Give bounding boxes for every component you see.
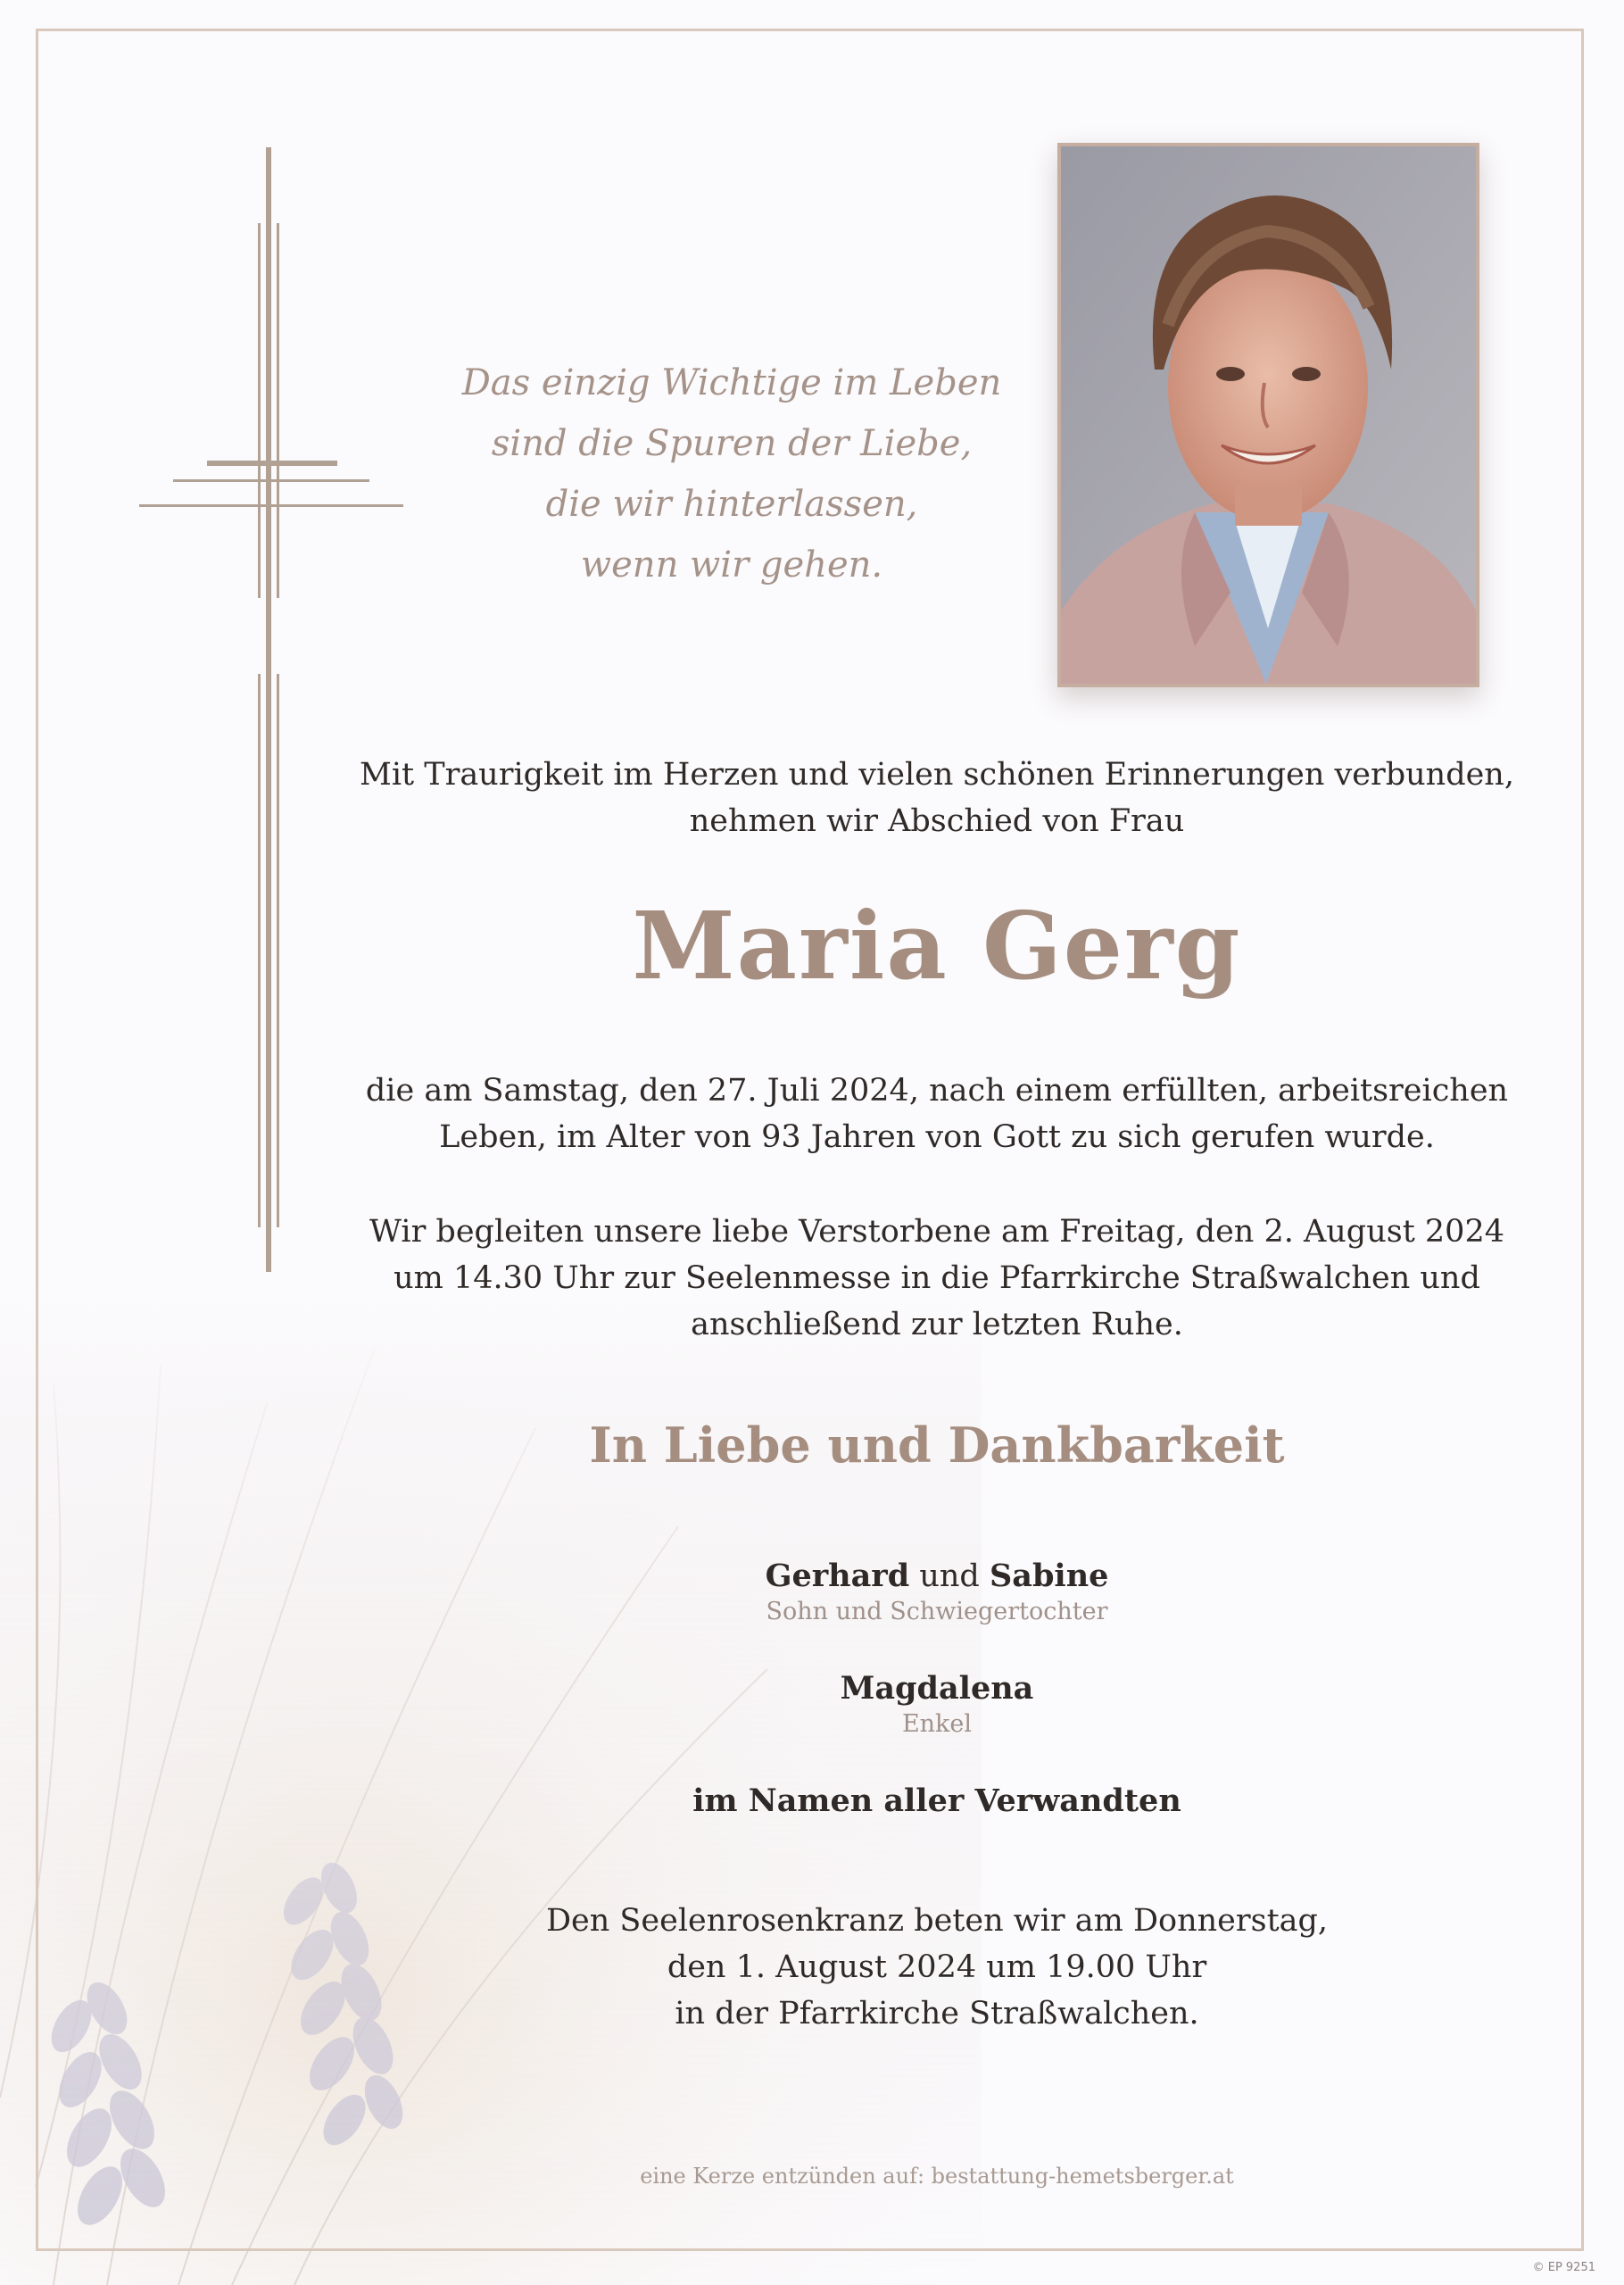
intro-line: Mit Traurigkeit im Herzen und vielen schönen Erinnerungen verbunden,: [360, 757, 1514, 793]
intro-line: nehmen wir Abschied von Frau: [689, 803, 1185, 839]
funeral-line: um 14.30 Uhr zur Seelenmesse in die Pfarrkirche Straßwalchen und: [394, 1260, 1480, 1296]
quote-line: wenn wir gehen.: [580, 544, 883, 586]
rosary-line: Den Seelenrosenkranz beten wir am Donnerstag,: [545, 1903, 1329, 1939]
rosary-line: in der Pfarrkirche Straßwalchen.: [675, 1996, 1199, 2032]
funeral-line: anschließend zur letzten Ruhe.: [691, 1307, 1183, 1342]
funeral-line: Wir begleiten unsere liebe Verstorbene am Freitag, den 2. August 2024: [369, 1214, 1504, 1250]
portrait-photo: [1057, 143, 1479, 687]
quote-line: die wir hinterlassen,: [545, 484, 918, 525]
thanks-heading: In Liebe und Dankbarkeit: [589, 1417, 1285, 1474]
quote-line: Das einzig Wichtige im Leben: [461, 362, 1002, 403]
product-code: © EP 9251: [1532, 2261, 1595, 2274]
death-notice-line: die am Samstag, den 27. Juli 2024, nach einem erfüllten, arbeitsreichen: [365, 1073, 1509, 1109]
rosary-line: den 1. August 2024 um 19.00 Uhr: [667, 1949, 1207, 1985]
relatives-line: im Namen aller Verwandten: [692, 1782, 1181, 1819]
mourner-name: Sabine: [989, 1558, 1109, 1594]
death-notice: [339, 1068, 1535, 1160]
deceased-name: Maria Gerg: [632, 891, 1242, 1001]
candle-link[interactable]: eine Kerze entzünden auf: bestattung-hemetsberger.at: [640, 2164, 1234, 2189]
death-notice-line: Leben, im Alter von 93 Jahren von Gott zu sich gerufen wurde.: [439, 1119, 1435, 1155]
mourner-entry: [339, 1668, 1535, 1740]
intro-text: [339, 752, 1535, 844]
memorial-quote: [428, 353, 1035, 595]
mourner-relation: Sohn und Schwiegertochter: [766, 1598, 1108, 1625]
funeral-details: [339, 1209, 1535, 1348]
mourner-relation: Enkel: [901, 1710, 973, 1738]
mourner-name: Magdalena: [840, 1670, 1034, 1707]
mourner-entry: [339, 1556, 1535, 1627]
quote-line: sind die Spuren der Liebe,: [491, 423, 973, 464]
mourner-name: Gerhard: [765, 1558, 910, 1594]
mourner-conjunction: und: [919, 1558, 980, 1594]
rosary-details: [339, 1898, 1535, 2037]
